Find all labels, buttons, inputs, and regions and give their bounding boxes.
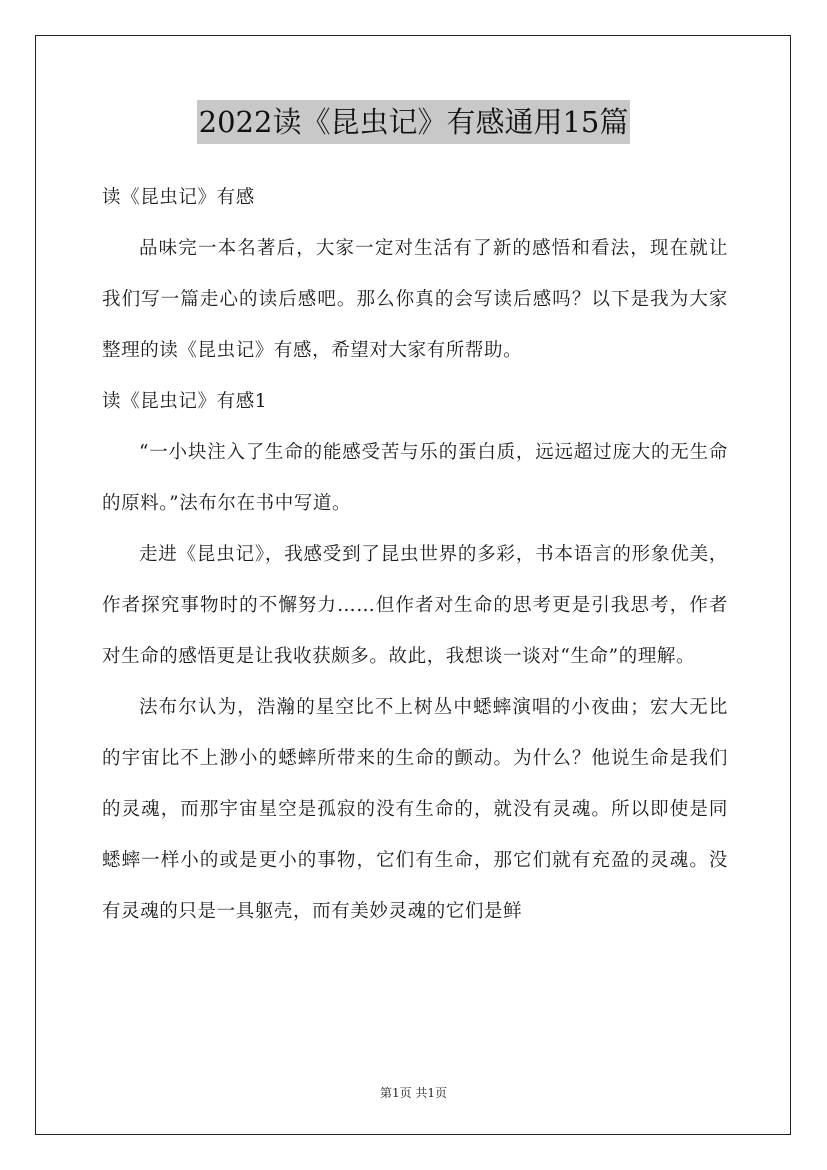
paragraph: “一小块注入了生命的能感受苦与乐的蛋白质，远远超过庞大的无生命的原料。”法布尔在书中写道。 (102, 442, 728, 514)
paragraph: 品味完一本名著后，大家一定对生活有了新的感悟和看法，现在就让我们写一篇走心的读后感吧。那么你真的会写读后感吗？以下是我为大家整理的读《昆虫记》有感，希望对大家有所帮助。 (102, 238, 728, 361)
document-body (102, 172, 728, 937)
page-footer: 第1页 共1页 (379, 1086, 448, 1100)
paragraph: 走进《昆虫记》，我感受到了昆虫世界的多彩，书本语言的形象优美，作者探究事物时的不懈努力……但作者对生命的思考更是引我思考，作者对生命的感悟更是让我收获颇多。故此，我想谈一谈对“生命”的理解。 (102, 544, 728, 667)
document-title: 2022读《昆虫记》有感通用15篇 (197, 100, 631, 144)
title-container (0, 100, 827, 144)
paragraph: 法布尔认为，浩瀚的星空比不上树丛中蟋蟀演唱的小夜曲；宏大无比的宇宙比不上渺小的蟋蟀所带来的生命的颤动。为什么？他说生命是我们的灵魂，而那宇宙星空是孤寂的没有生命的，就没有灵魂。所以即使是同蟋蟀一样小的或是更小的事物，它们有生命，那它们就有充盈的灵魂。没有灵魂的只是一具躯壳，而有美妙灵魂的它们是鲜 (102, 697, 728, 922)
section-heading: 读《昆虫记》有感1 (102, 391, 268, 412)
section-heading: 读《昆虫记》有感 (102, 187, 255, 208)
